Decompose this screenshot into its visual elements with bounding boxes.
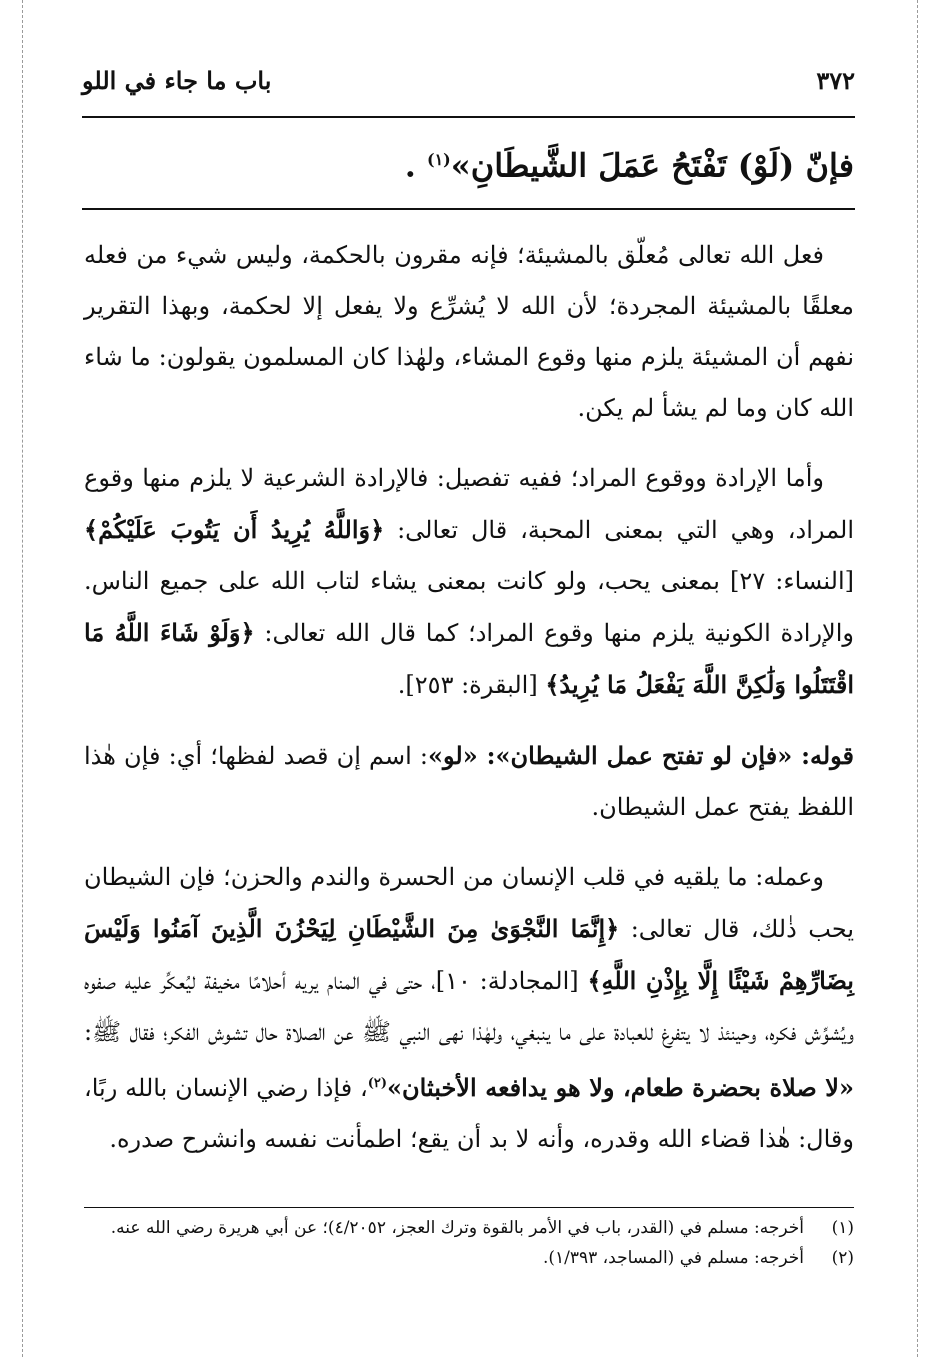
footnote-1 [84, 1213, 854, 1243]
footnote-text: أخرجه: مسلم في (المساجد، ١/٣٩٣). [542, 1248, 804, 1268]
quran-verse-2: ﴿وَلَوْ شَاءَ اللَّهُ مَا اقْتَتَلُوا وَلَٰكِنَّ اللَّهَ يَفْعَلُ مَا يُرِيدُ﴾ [84, 618, 854, 699]
paragraph-2 [84, 453, 854, 711]
footnotes [84, 1213, 854, 1273]
page-header [82, 60, 855, 100]
paragraph-3 [84, 730, 854, 833]
paragraph-4 [84, 852, 854, 1165]
header-rule [82, 116, 855, 118]
hadith-rule [82, 208, 855, 210]
chapter-title: باب ما جاء في اللو [82, 65, 272, 95]
quran-verse-1: ﴿وَاللَّهُ يُرِيدُ أَن يَتُوبَ عَلَيْكُمْ﴾ [84, 515, 385, 544]
page-number: ٣٧٢ [816, 65, 855, 95]
footnote-2 [84, 1243, 854, 1273]
hadith-end: . [404, 146, 416, 185]
hadith-text: فإنّ (لَوْ) تَفْتَحُ عَمَلَ الشَّيطَانِ» [450, 146, 854, 185]
paragraph-4-text-a: وعمله: ما يلقيه في قلب الإنسان من الحسرة والندم والحزن؛ فإن الشيطان يحب ذٰلك، قال تعالى: [84, 863, 854, 943]
hadith-heading [84, 130, 854, 196]
footnote-number: (٢) [831, 1248, 854, 1268]
paragraph-2-text-c: [البقرة: ٢٥٣]. [397, 671, 538, 699]
footnote-number: (١) [831, 1218, 854, 1238]
footnote-ref-1: (١) [427, 150, 451, 169]
right-margin-guide [917, 0, 918, 1357]
hadith-quote: «لا صلاة بحضرة طعام، ولا هو يدافعه الأخبثان» [387, 1073, 854, 1102]
footnote-rule [84, 1207, 854, 1208]
paragraph-4-text-c: ، فإذا رضي الإنسان بالله ربًا، وقال: هٰذا قضاء الله وقدره، وأنه لا بد أن يقع؛ اطمأنت نفسه وانشرح صدره. [84, 1074, 854, 1153]
paragraph-3-text: : اسم إن قصد لفظها؛ أي: فإن هٰذا اللفظ يفتح عمل الشيطان. [84, 742, 854, 821]
left-margin-guide [22, 0, 23, 1357]
paragraph-1: فعل الله تعالى مُعلّق بالمشيئة؛ فإنه مقرون بالحكمة، وليس شيء من فعله معلقًا بالمشيئة المجردة؛ لأن الله لا يُشرِّع ولا يفعل إلا لحكمة، وبهذا التقرير نفهم أن المشيئة يلزم منها وقوع المشاء، ولهٰذا كان المسلمون يقولون: ما شاء الله كان وما لم يشأ لم يكن. [84, 241, 854, 422]
paragraph-4-text-b: [المجادلة: ١٠]، حتى في المنام يريه أحلامًا مخيفة ليُعكِّر عليه صفوه ويُشوِّش فكره، وحينئذ لا يتفرغ للعبادة على ما ينبغي، ولهٰذا نهى النبي ﷺ عن الصلاة حال تشوش الفكر؛ فقال ﷺ: [84, 967, 854, 1046]
footnote-ref-2: (٢) [367, 1076, 388, 1091]
quran-verse-3: ﴿إِنَّمَا النَّجْوَىٰ مِنَ الشَّيْطَانِ لِيَحْزُنَ الَّذِينَ آمَنُوا وَلَيْسَ بِضَارِّهِمْ شَيْئًا إِلَّا بِإِذْنِ اللَّهِ﴾ [84, 914, 854, 995]
main-text [84, 230, 854, 1184]
qawluhu-label: قوله: «فإن لو تفتح عمل الشيطان»: «لو» [428, 741, 854, 770]
footnote-text: أخرجه: مسلم في (القدر، باب في الأمر بالقوة وترك العجز، ٤/٢٠٥٢)؛ عن أبي هريرة رضي الله عنه. [110, 1218, 804, 1238]
paragraph-2-text-a: وأما الإرادة ووقوع المراد؛ ففيه تفصيل: فالإرادة الشرعية لا يلزم منها وقوع المراد، وهي التي بمعنى المحبة، قال تعالى: [84, 464, 854, 544]
paragraph-2-text-b: [النساء: ٢٧] بمعنى يحب، ولو كانت بمعنى يشاء لتاب الله على جميع الناس. والإرادة الكونية يلزم منها وقوع المراد؛ كما قال الله تعالى: [84, 567, 854, 647]
